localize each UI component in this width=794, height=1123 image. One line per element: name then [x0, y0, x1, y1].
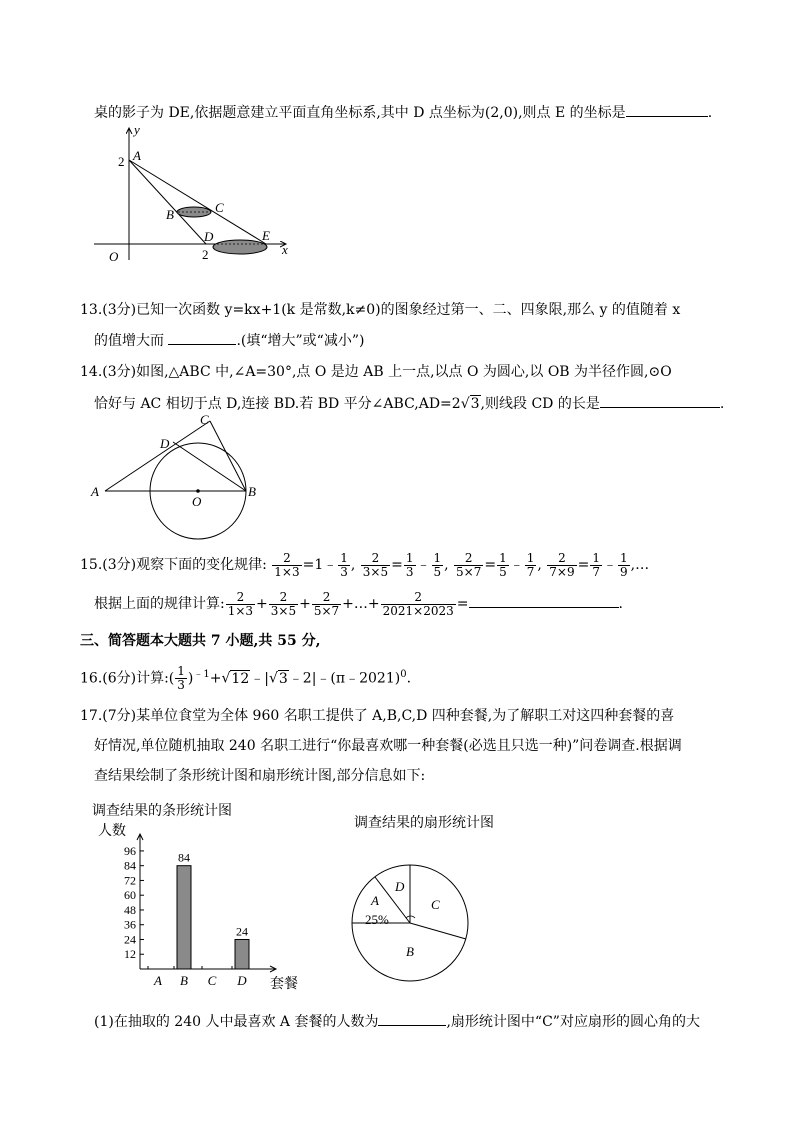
q16-line: 16.(6分)计算:( $\frac{1}{3}$ )$^{﹣1}$+√12﹣|√3﹣2|﹣(π﹣2021)$^0$.: [80, 664, 412, 693]
q15-line2prefix: 根据上面的规律计算:: [94, 596, 225, 612]
bar-xtick-label-A: A: [154, 973, 162, 988]
line-AD: [129, 160, 206, 244]
pie-chart: [340, 808, 520, 988]
bar-ytick-label: 84: [124, 858, 136, 873]
bar-xtick-label-B: B: [180, 973, 188, 988]
bar-xtick-label-D: D: [237, 973, 247, 988]
pie-radius-CB: [410, 923, 466, 939]
q14-line2: 恰好与 AC 相切于点 D,连接 BD.若 BD 平分∠ABC,AD=2√3,则线段 CD 的长是 .: [94, 392, 724, 414]
q17-line1: 17.(7分)某单位食堂为全体 960 名职工提供了 A,B,C,D 四种套餐,为了解职工对这四种套餐的喜: [80, 708, 675, 724]
line-AE: [129, 160, 266, 244]
segment-DB: [173, 442, 246, 491]
bar-chart: [88, 796, 318, 996]
q13-line1: 13.(3分)已知一次函数 y=kx+1(k 是常数,k≠0)的图象经过第一、二、四象限,那么 y 的值随着 x: [80, 302, 681, 318]
pie-label-D: D: [395, 879, 405, 894]
section3-heading: 三、简答题本大题共 7 小题,共 55 分,: [80, 633, 321, 649]
bar-D: [235, 939, 249, 969]
q14-answer-blank[interactable]: [600, 392, 720, 408]
q14-line2b: ,则线段 CD 的长是: [480, 396, 600, 412]
fig14-O: O: [192, 494, 202, 509]
shadow-ellipse: [213, 240, 267, 254]
fig12-two-y: 2: [118, 154, 125, 169]
pie-chart-title: 调查结果的扇形统计图: [354, 816, 494, 831]
q17-answer-blank-1[interactable]: [378, 1010, 446, 1026]
fig14-D: D: [160, 436, 170, 451]
pie-label-A-pct: 25%: [365, 912, 389, 927]
q12-answer-blank[interactable]: [626, 101, 708, 117]
q12-end: .: [707, 105, 713, 121]
point-O: [196, 489, 200, 493]
q15-line2: 根据上面的规律计算: $\frac{2}{1\times 3}$ + $\frac{2}{3\times 5}$ + $\frac{2}{5\times 7}$ +…+ $\frac{2}{2021\times 2023}$ = .: [94, 589, 623, 618]
q17-sub1b: ,扇形统计图中“C”对应扇形的圆心角的大: [446, 1014, 700, 1030]
fig12-x-label: x: [282, 242, 288, 257]
q14-line2a: 恰好与 AC 相切于点 D,连接 BD.若 BD 平分∠ABC,AD=2: [94, 396, 461, 412]
bar-ytick-label: 96: [124, 843, 136, 858]
q14-sqrt3: 3: [470, 396, 480, 412]
fig12-y-label: y: [134, 122, 140, 137]
fig14-C: C: [200, 412, 209, 427]
segment-CB: [210, 421, 246, 491]
q17-sub1: [94, 1010, 700, 1032]
fig12-E: E: [262, 228, 270, 243]
q13-line2: [94, 329, 364, 351]
bar-ytick-label: 24: [124, 932, 136, 947]
fig12-B: B: [166, 207, 174, 222]
q14-end: .: [719, 396, 725, 412]
pie-label-B: B: [406, 944, 414, 959]
fig12-O: O: [109, 249, 119, 264]
q17-sub1a: (1)在抽取的 240 人中最喜欢 A 套餐的人数为: [94, 1014, 379, 1030]
bar-chart-ylabel: 人数: [98, 824, 126, 839]
q15-answer-blank[interactable]: [469, 592, 619, 608]
q15-prefix: 15.(3分)观察下面的变化规律:: [80, 557, 267, 573]
q15-line1: 15.(3分)观察下面的变化规律: $\frac{2}{1\times 3}$ =1﹣ $\frac{1}{3}$ , $\frac{2}{3\times 5}$ = $\frac{1}{3}$ ﹣ $\frac{1}{5}$ , $\frac{2}{5\times 7}$ = $\frac{1}{5}$ ﹣ $\frac{1}{7}$ , $\frac{2}{7\times 9}$ = $\frac{1}{7}$ ﹣ $\frac{1}{9}$ ,…: [80, 550, 650, 579]
bar-value-label-B: 84: [178, 850, 190, 865]
q17-line2: 好情况,单位随机抽取 240 名职工进行“你最喜欢哪一种套餐(必选且只选一种)”问卷调查.根据调: [94, 738, 682, 754]
fig14-A: A: [91, 484, 99, 499]
q12-figure: [90, 118, 310, 268]
bar-B: [177, 866, 191, 969]
bar-chart-xlabel: 套餐: [270, 977, 298, 992]
bar-chart-title: 调查结果的条形统计图: [92, 804, 232, 819]
bar-value-label-D: 24: [236, 924, 248, 939]
q17-line3: 查结果绘制了条形统计图和扇形统计图,部分信息如下:: [94, 768, 426, 784]
q13-line2b: .(填“增大”或“减小”): [236, 333, 365, 349]
bar-ytick-label: 60: [124, 888, 136, 903]
bar-ytick-label: 48: [124, 902, 136, 917]
bar-ytick-label: 72: [124, 873, 136, 888]
fig12-D: D: [204, 229, 214, 244]
fig12-A: A: [133, 148, 141, 163]
fig12-C: C: [215, 200, 224, 215]
q14-figure: [88, 410, 268, 540]
q12-line: 桌的影子为 DE,依据题意建立平面直角坐标系,其中 D 点坐标为(2,0),则点 E 的坐标是: [94, 105, 626, 121]
fig14-B: B: [248, 484, 256, 499]
bar-ytick-label: 36: [124, 917, 136, 932]
q13-answer-blank[interactable]: [168, 329, 236, 345]
fig12-two-x: 2: [202, 247, 209, 262]
bar-ytick-label: 12: [124, 947, 136, 962]
q14-line1: 14.(3分)如图,△ABC 中,∠A=30°,点 O 是边 AB 上一点,以点 O 为圆心,以 OB 为半径作圆,⊙O: [80, 364, 672, 380]
pie-label-C: C: [431, 897, 440, 912]
pie-label-A: A: [371, 893, 379, 908]
q13-line2a: 的值增大而: [94, 333, 164, 349]
bar-xtick-label-C: C: [207, 973, 217, 988]
